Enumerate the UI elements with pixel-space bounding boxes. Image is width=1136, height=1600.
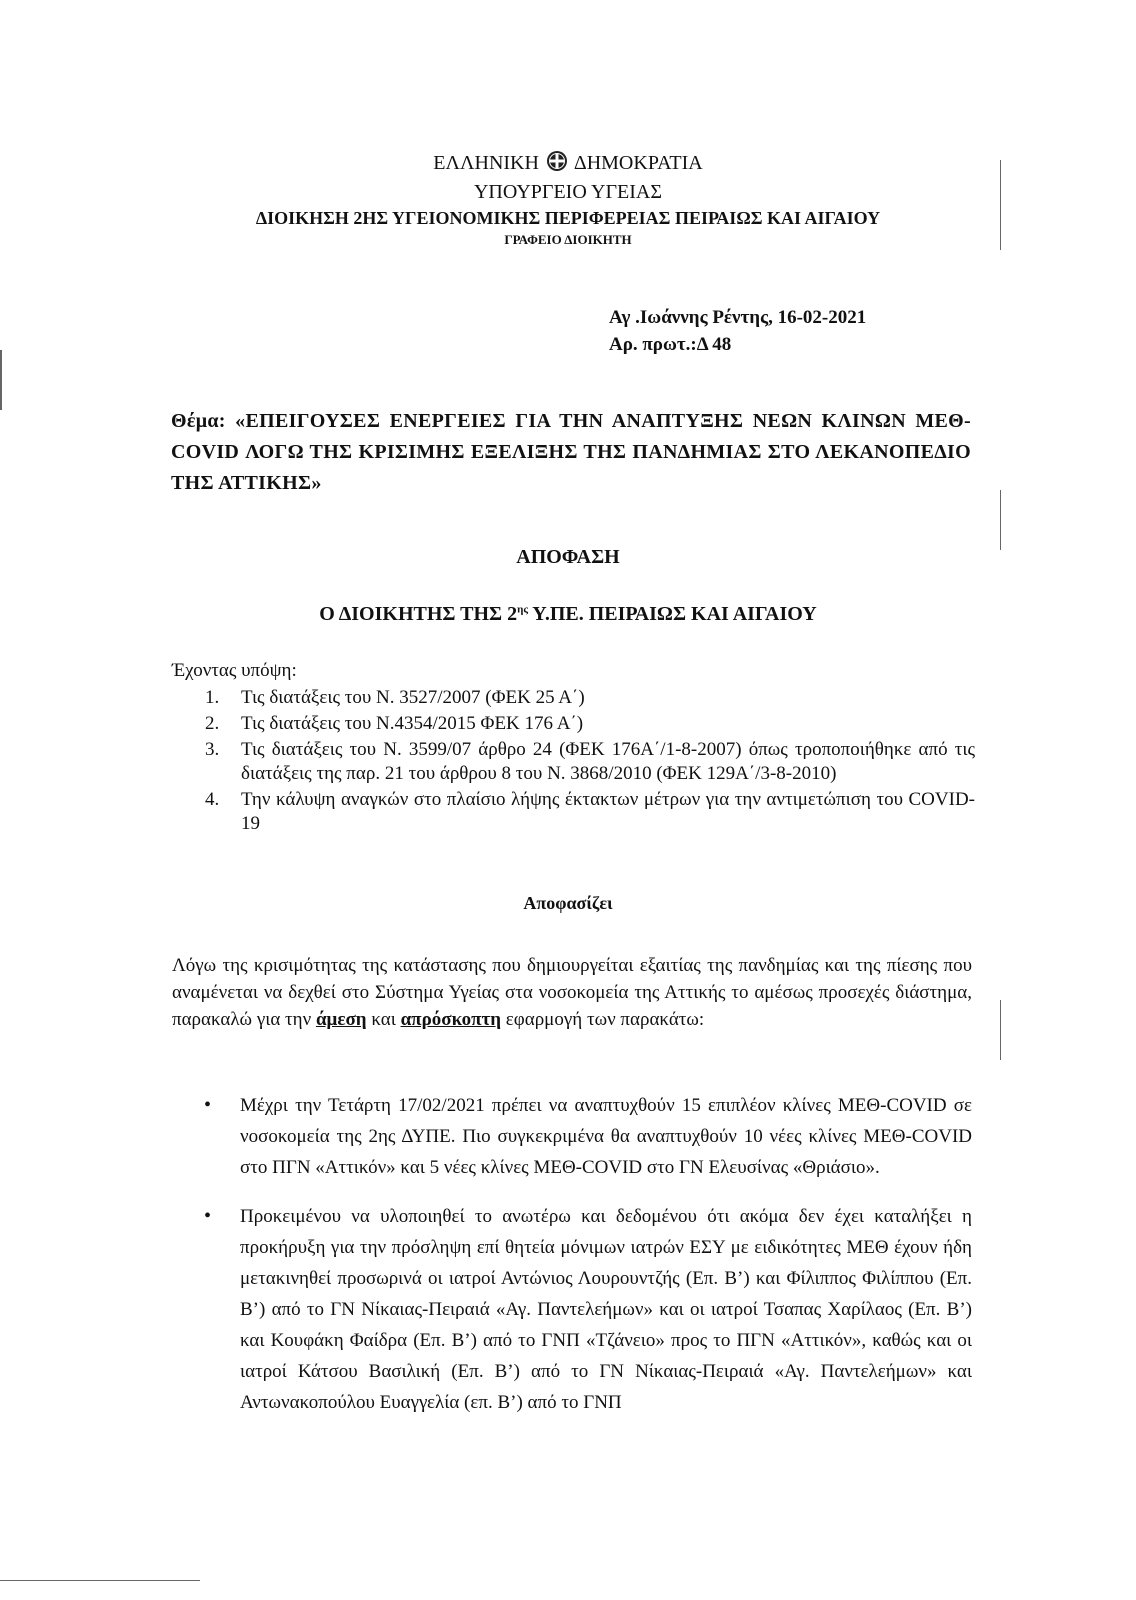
decision-title: ΑΠΟΦΑΣΗ bbox=[516, 546, 620, 568]
intro-paragraph bbox=[172, 952, 972, 1033]
intro-part-1: Λόγω της κρισιμότητας της κατάστασης που δημιουργείται εξαιτίας της πανδημίας και της πίεσης που αναμένεται να δεχθεί στο Σύστημα Υγείας στα νοσοκομεία της Αττικής το αμέσως προσεχές διάστημα, παρακαλώ για την bbox=[172, 955, 972, 1030]
republic-word-right: ΔΗΜΟΚΡΑΤΙΑ bbox=[573, 152, 703, 174]
director-text-after: Υ.ΠΕ. ΠΕΙΡΑΙΩΣ ΚΑΙ ΑΙΓΑΙΟΥ bbox=[527, 603, 817, 625]
date-protocol-block bbox=[609, 304, 866, 358]
administration-name: ΔΙΟΙΚΗΣΗ 2ΗΣ ΥΓΕΙΟΝΟΜΙΚΗΣ ΠΕΡΙΦΕΡΕΙΑΣ ΠΕΙΡΑΙΩΣ ΚΑΙ ΑΙΓΑΙΟΥ bbox=[255, 208, 881, 228]
clause-number: 4. bbox=[205, 789, 220, 810]
decides-heading: Αποφασίζει bbox=[523, 893, 613, 913]
list-item bbox=[204, 1201, 972, 1418]
clause-list bbox=[205, 686, 975, 838]
clause-number: 2. bbox=[205, 713, 220, 734]
list-item bbox=[205, 738, 975, 786]
list-item bbox=[205, 712, 975, 736]
clause-text: Τις διατάξεις του Ν. 3527/2007 (ΦΕΚ 25 Α΄) bbox=[241, 687, 585, 708]
list-item bbox=[205, 788, 975, 836]
director-heading bbox=[0, 603, 1136, 626]
clause-text: Τις διατάξεις του Ν. 3599/07 άρθρο 24 (ΦΕΚ 176Α΄/1-8-2007) όπως τροποποιήθηκε από τις διατάξεις της παρ. 21 του άρθρου 8 του Ν. 3868/2010 (ΦΕΚ 129Α΄/3-8-2010) bbox=[241, 739, 975, 784]
ministry-name: ΥΠΟΥΡΓΕΙΟ ΥΓΕΙΑΣ bbox=[473, 181, 662, 203]
subject-line: Θέμα: «ΕΠΕΙΓΟΥΣΕΣ ΕΝΕΡΓΕΙΕΣ ΓΙΑ ΤΗΝ ΑΝΑΠΤΥΞΗΣ ΝΕΩΝ ΚΛΙΝΩΝ ΜΕΘ-COVID ΛΟΓΩ ΤΗΣ ΚΡΙΣΙΜΗΣ ΕΞΕΛΙΞΗΣ ΤΗΣ ΠΑΝΔΗΜΙΑΣ ΣΤΟ ΛΕΚΑΝΟΠΕΔΙΟ ΤΗΣ ΑΤΤΙΚΗΣ» bbox=[171, 410, 971, 494]
protocol-number: Αρ. πρωτ.:Δ 48 bbox=[609, 334, 732, 355]
director-text-before: Ο ΔΙΟΙΚΗΤΗΣ ΤΗΣ 2 bbox=[319, 603, 518, 625]
scan-edge-mark bbox=[0, 1580, 200, 1581]
director-ordinal: ης bbox=[517, 603, 528, 616]
bullet-text: Μέχρι την Τετάρτη 17/02/2021 πρέπει να αναπτυχθούν 15 επιπλέον κλίνες ΜΕΘ-COVID σε νοσοκομεία της 2ης ΔΥΠΕ. Πιο συγκεκριμένα θα αναπτυχθούν 10 νέες κλίνες ΜΕΘ-COVID στο ΠΓΝ «Αττικόν» και 5 νέες κλίνες ΜΕΘ-COVID στο ΓΝ Ελευσίνας «Θριάσιο». bbox=[240, 1095, 972, 1178]
bullet-text: Προκειμένου να υλοποιηθεί το ανωτέρω και δεδομένου ότι ακόμα δεν έχει καταλήξει η προκήρυξη για την πρόσληψη επί θητεία μόνιμων ιατρών ΕΣΥ με ειδικότητες ΜΕΘ έχουν ήδη μετακινηθεί προσωρινά οι ιατροί Αντώνιος Λουρουντζής (Επ. Β’) και Φίλιππος Φιλίππου (Επ. Β’) από το ΓΝ Νίκαιας-Πειραιά «Αγ. Παντελεήμων» και οι ιατροί Τσαπας Χαρίλαος (Επ. Β’) και Κουφάκη Φαίδρα (Επ. Β’) από το ΓΝΠ «Τζάνειο» προς το ΠΓΝ «Αττικόν», καθώς και οι ιατροί Κάτσου Βασιλική (Επ. Β’) από το ΓΝ Νίκαιας-Πειραιά «Αγ. Παντελεήμων» και Αντωνακοπούλου Ευαγγελία (επ. Β’) από το ΓΝΠ bbox=[240, 1206, 972, 1413]
scan-edge-mark bbox=[1000, 1000, 1001, 1060]
emphasis-unhindered: απρόσκοπτη bbox=[400, 1009, 502, 1030]
letterhead bbox=[0, 150, 1136, 249]
republic-word-left: ΕΛΛΗΝΙΚΗ bbox=[433, 152, 539, 174]
clause-text: Την κάλυψη αναγκών στο πλαίσιο λήψης έκτακτων μέτρων για την αντιμετώπιση του COVID-19 bbox=[241, 789, 975, 834]
coat-of-arms-icon bbox=[546, 150, 568, 179]
intro-part-3: εφαρμογή των παρακάτω: bbox=[501, 1009, 705, 1030]
clause-number: 3. bbox=[205, 739, 220, 760]
republic-line bbox=[0, 150, 1136, 179]
bullet-marker: • bbox=[204, 1205, 212, 1227]
office-name: ΓΡΑΦΕΙΟ ΔΙΟΙΚΗΤΗ bbox=[504, 232, 632, 247]
bullet-marker: • bbox=[204, 1094, 212, 1116]
clause-number: 1. bbox=[205, 687, 220, 708]
bullet-list bbox=[204, 1090, 972, 1436]
scan-edge-mark bbox=[0, 350, 2, 410]
considering-label: Έχοντας υπόψη: bbox=[172, 660, 297, 681]
clause-text: Τις διατάξεις του Ν.4354/2015 ΦΕΚ 176 Α΄) bbox=[241, 713, 584, 734]
scan-edge-mark bbox=[1000, 160, 1001, 250]
list-item bbox=[204, 1090, 972, 1183]
intro-part-2: και bbox=[366, 1009, 401, 1030]
emphasis-immediate: άμεση bbox=[315, 1009, 367, 1030]
place-date: Αγ .Ιωάννης Ρέντης, 16-02-2021 bbox=[609, 307, 867, 328]
scan-edge-mark bbox=[1000, 490, 1001, 550]
list-item bbox=[205, 686, 975, 710]
